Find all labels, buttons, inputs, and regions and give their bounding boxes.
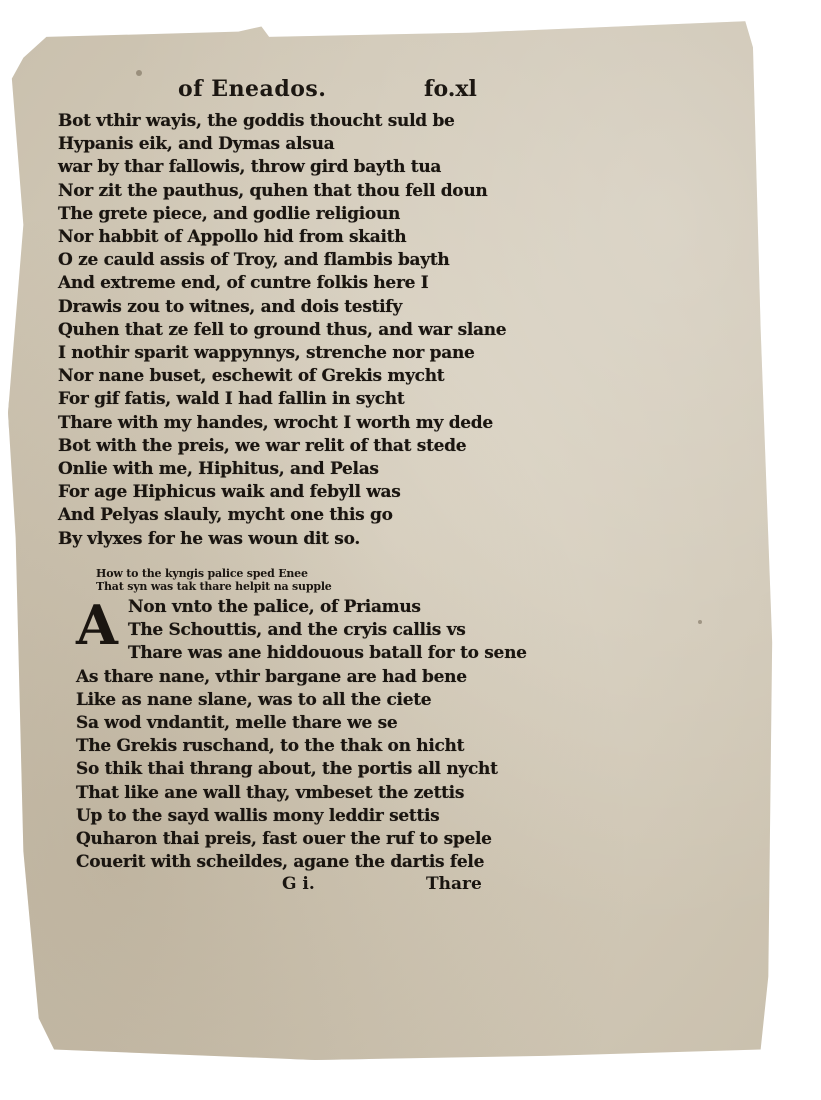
verse-line: Up to the sayd wallis mony leddir settis bbox=[76, 805, 440, 826]
page-blemish bbox=[698, 620, 702, 624]
verse-line: war by thar fallowis, throw gird bayth tua bbox=[58, 157, 442, 178]
verse-line: Thare with my handes, wrocht I worth my dede bbox=[58, 412, 493, 433]
drop-capital: A bbox=[76, 593, 118, 657]
verse-line: Like as nane slane, was to all the ciete bbox=[76, 689, 432, 710]
verse-line: Thare was ane hiddouous batall for to sene bbox=[128, 643, 527, 664]
verse-line: Couerit with scheildes, agane the dartis fele bbox=[76, 852, 485, 873]
running-header bbox=[0, 76, 821, 106]
verse-line: That like ane wall thay, vmbeset the zettis bbox=[76, 782, 465, 803]
verse-block-2 bbox=[76, 593, 527, 874]
verse-line: The Grekis ruschand, to the thak on hicht bbox=[76, 736, 465, 757]
verse-line: Non vnto the palice, of Priamus bbox=[128, 597, 421, 617]
catchword: Thare bbox=[426, 874, 482, 894]
verse-line: And extreme end, of cuntre folkis here I bbox=[58, 273, 429, 294]
verse-line: Quharon thai preis, fast ouer the ruf to spele bbox=[76, 829, 492, 850]
verse-line: Sa wod vndantit, melle thare we se bbox=[76, 713, 398, 734]
verse-line: O ze cauld assis of Troy, and flambis bayth bbox=[58, 250, 450, 271]
verse-line: So thik thai thrang about, the portis all nycht bbox=[76, 759, 498, 780]
verse-line: Nor zit the pauthus, quhen that thou fell doun bbox=[58, 180, 488, 201]
verse-line: For age Hiphicus waik and febyll was bbox=[58, 482, 401, 503]
verse-line: Bot vthir wayis, the goddis thoucht suld be bbox=[58, 111, 455, 131]
signature-mark: G i. bbox=[282, 874, 315, 894]
folio-number: fo.xl bbox=[424, 76, 477, 102]
verse-line: As thare nane, vthir bargane are had bene bbox=[76, 666, 467, 687]
verse-line: By vlyxes for he was woun dit so. bbox=[58, 528, 360, 549]
verse-line: Bot with the preis, we war relit of that stede bbox=[58, 435, 467, 456]
verse-line: The grete piece, and godlie religioun bbox=[58, 203, 401, 224]
verse-line: Drawis zou to witnes, and dois testify bbox=[58, 296, 402, 317]
verse-line: For gif fatis, wald I had fallin in sycht bbox=[58, 389, 405, 410]
verse-line: Nor nane buset, eschewit of Grekis mycht bbox=[58, 366, 445, 387]
verse-line: Hypanis eik, and Dymas alsua bbox=[58, 134, 335, 155]
verse-line: And Pelyas slauly, mycht one this go bbox=[58, 505, 393, 526]
verse-line: Quhen that ze fell to ground thus, and war slane bbox=[58, 319, 507, 340]
rubric-line: How to the kyngis palice sped Enee bbox=[96, 567, 308, 580]
rubric-line: That syn was tak thare helpit na supple bbox=[96, 580, 332, 593]
page-footer bbox=[0, 874, 821, 898]
verse-line: Onlie with me, Hiphitus, and Pelas bbox=[58, 459, 379, 480]
section-rubric bbox=[96, 567, 396, 593]
verse-line: I nothir sparit wappynnys, strenche nor pane bbox=[58, 343, 475, 364]
verse-line: The Schouttis, and the cryis callis vs bbox=[128, 620, 466, 641]
verse-block-1 bbox=[58, 110, 507, 551]
running-title: of Eneados. bbox=[178, 76, 327, 102]
verse-line: Nor habbit of Appollo hid from skaith bbox=[58, 227, 407, 248]
